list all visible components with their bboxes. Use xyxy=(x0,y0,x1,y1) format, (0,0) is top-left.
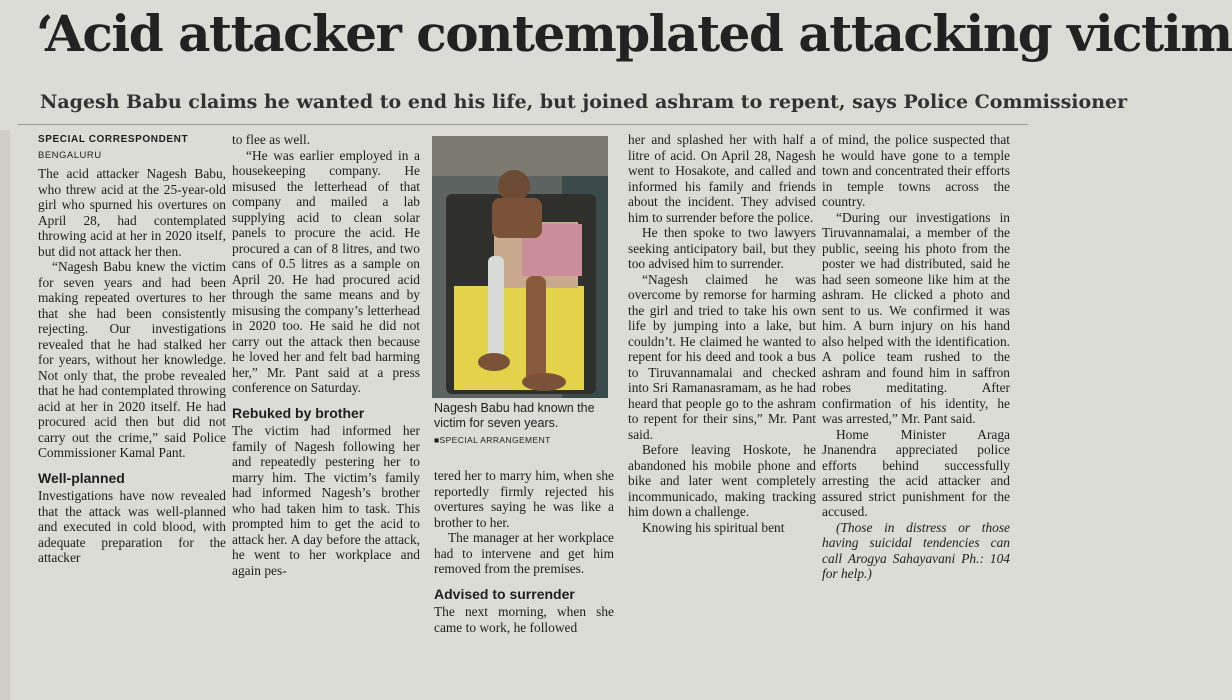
headline: ‘Acid attacker contemplated attacking victim xyxy=(36,4,1232,63)
article-column-1 xyxy=(38,132,226,566)
paragraph: her and splashed her with half a litre of acid. On April 28, Nagesh went to Hosakote, and called and informed his family and friends about the incident. They advised him to surrender before the police. xyxy=(628,132,816,225)
news-photo xyxy=(432,136,608,398)
deck: Nagesh Babu claims he wanted to end his life, but joined ashram to repent, says Police Commissioner xyxy=(40,91,1128,113)
byline: SPECIAL CORRESPONDENT xyxy=(38,134,189,145)
paragraph: “During our investigations in Tiruvannamalai, a member of the public, seeing his photo from the poster we had distributed, said he had seen someone like him at the ashram. He clicked a photo and sent to us. We confirmed it was him. A burn injury on his hand also helped with the identification. A police team rushed to the ashram and found him in saffron robes meditating. After confirmation of his identity, he was arrested,” Mr. Pant said. xyxy=(822,209,1010,426)
subhead: Well-planned xyxy=(38,469,125,486)
article-column-5 xyxy=(822,132,1010,582)
photo-caption xyxy=(434,401,610,448)
hospital-bed-photo xyxy=(432,136,608,398)
photo-credit: ■SPECIAL ARRANGEMENT xyxy=(434,435,551,445)
paragraph: The acid attacker Nagesh Babu, who threw acid at the 25-year-old girl who spurned his overtures on April 28, had contemplated throwing acid at her in 2020 itself, but did not attack her then. xyxy=(38,166,226,259)
paragraph: Before leaving Hoskote, he abandoned his mobile phone and bike and later went completely incommunicado, making tracking him down a challenge. xyxy=(628,442,816,519)
paragraph: to flee as well. xyxy=(232,132,311,147)
caption-text: Nagesh Babu had known the victim for seven years. xyxy=(434,401,595,430)
paragraph: “Nagesh claimed he was overcome by remorse for harming the girl and tried to take his own life by jumping into a lake, but couldn’t. He claimed he wanted to repent for his deed and took a bus to Tiruvannamalai and checked into Sri Ramanasramam, as he had heard that people go to the ashram to repent for their sins,” Mr. Pant said. xyxy=(628,271,816,442)
paragraph: He then spoke to two lawyers seeking anticipatory bail, but they too advised him to surrender. xyxy=(628,225,816,271)
subhead: Advised to surrender xyxy=(434,585,575,602)
paragraph: tered her to marry him, when she reportedly firmly rejected his overtures saying he was like a brother to her. xyxy=(434,468,614,530)
subhead: Rebuked by brother xyxy=(232,404,365,421)
paragraph: The victim had informed her family of Nagesh following her and repeatedly pestering her to marry him. The victim’s family had informed Nagesh’s brother who had taken him to task. This prompted him to get the acid to attack her. A day before the attack, he went to her workplace and again pes- xyxy=(232,423,420,578)
divider xyxy=(18,124,1028,125)
paragraph: “He was earlier employed in a housekeeping company. He misused the letterhead of that company and mailed a lab supplying acid to clean solar panels to procure the acid. He procured a can of 8 litres, and two cans of 0.5 litres as a sample on April 20. He had procured acid through the same means and by misusing the company’s letterhead in 2020 too. He said he did not carry out the attack then because he loved her and felt bad harming her,” Mr. Pant said at a press conference on Saturday. xyxy=(232,147,420,395)
paragraph: Home Minister Araga Jnanendra appreciated police efforts behind successfully arresting the acid attacker and assured strict punishment for the accused. xyxy=(822,426,1010,519)
paragraph: The next morning, when she came to work, he followed xyxy=(434,604,614,635)
helpline-note: (Those in distress or those having suicidal tendencies can call Arogya Sahayavani Ph.: 104 for help.) xyxy=(822,519,1010,581)
paragraph: “Nagesh Babu knew the victim for seven years and had been making repeated overtures to her that she had been consistently rejecting. Our investigations revealed that he had stalked her for years, without her knowledge. Not only that, the probe revealed that he had contemplated throwing acid at her in 2020 itself. He had procured acid then but did not carry out the crime,” said Police Commissioner Kamal Pant. xyxy=(38,259,226,460)
adjacent-page-margin xyxy=(0,130,10,700)
dateline: BENGALURU xyxy=(38,149,102,161)
paragraph: The manager at her workplace had to intervene and get him removed from the premises. xyxy=(434,530,614,576)
article-column-4 xyxy=(628,132,816,535)
paragraph: Investigations have now revealed that the attack was well-planned and executed in cold blood, with adequate preparation for the attacker xyxy=(38,488,226,565)
article-column-2 xyxy=(232,132,420,578)
paragraph: Knowing his spiritual bent xyxy=(642,519,785,535)
paragraph: of mind, the police suspected that he would have gone to a temple town and concentrated their efforts in temple towns across the country. xyxy=(822,132,1010,209)
article-column-3 xyxy=(434,468,614,635)
